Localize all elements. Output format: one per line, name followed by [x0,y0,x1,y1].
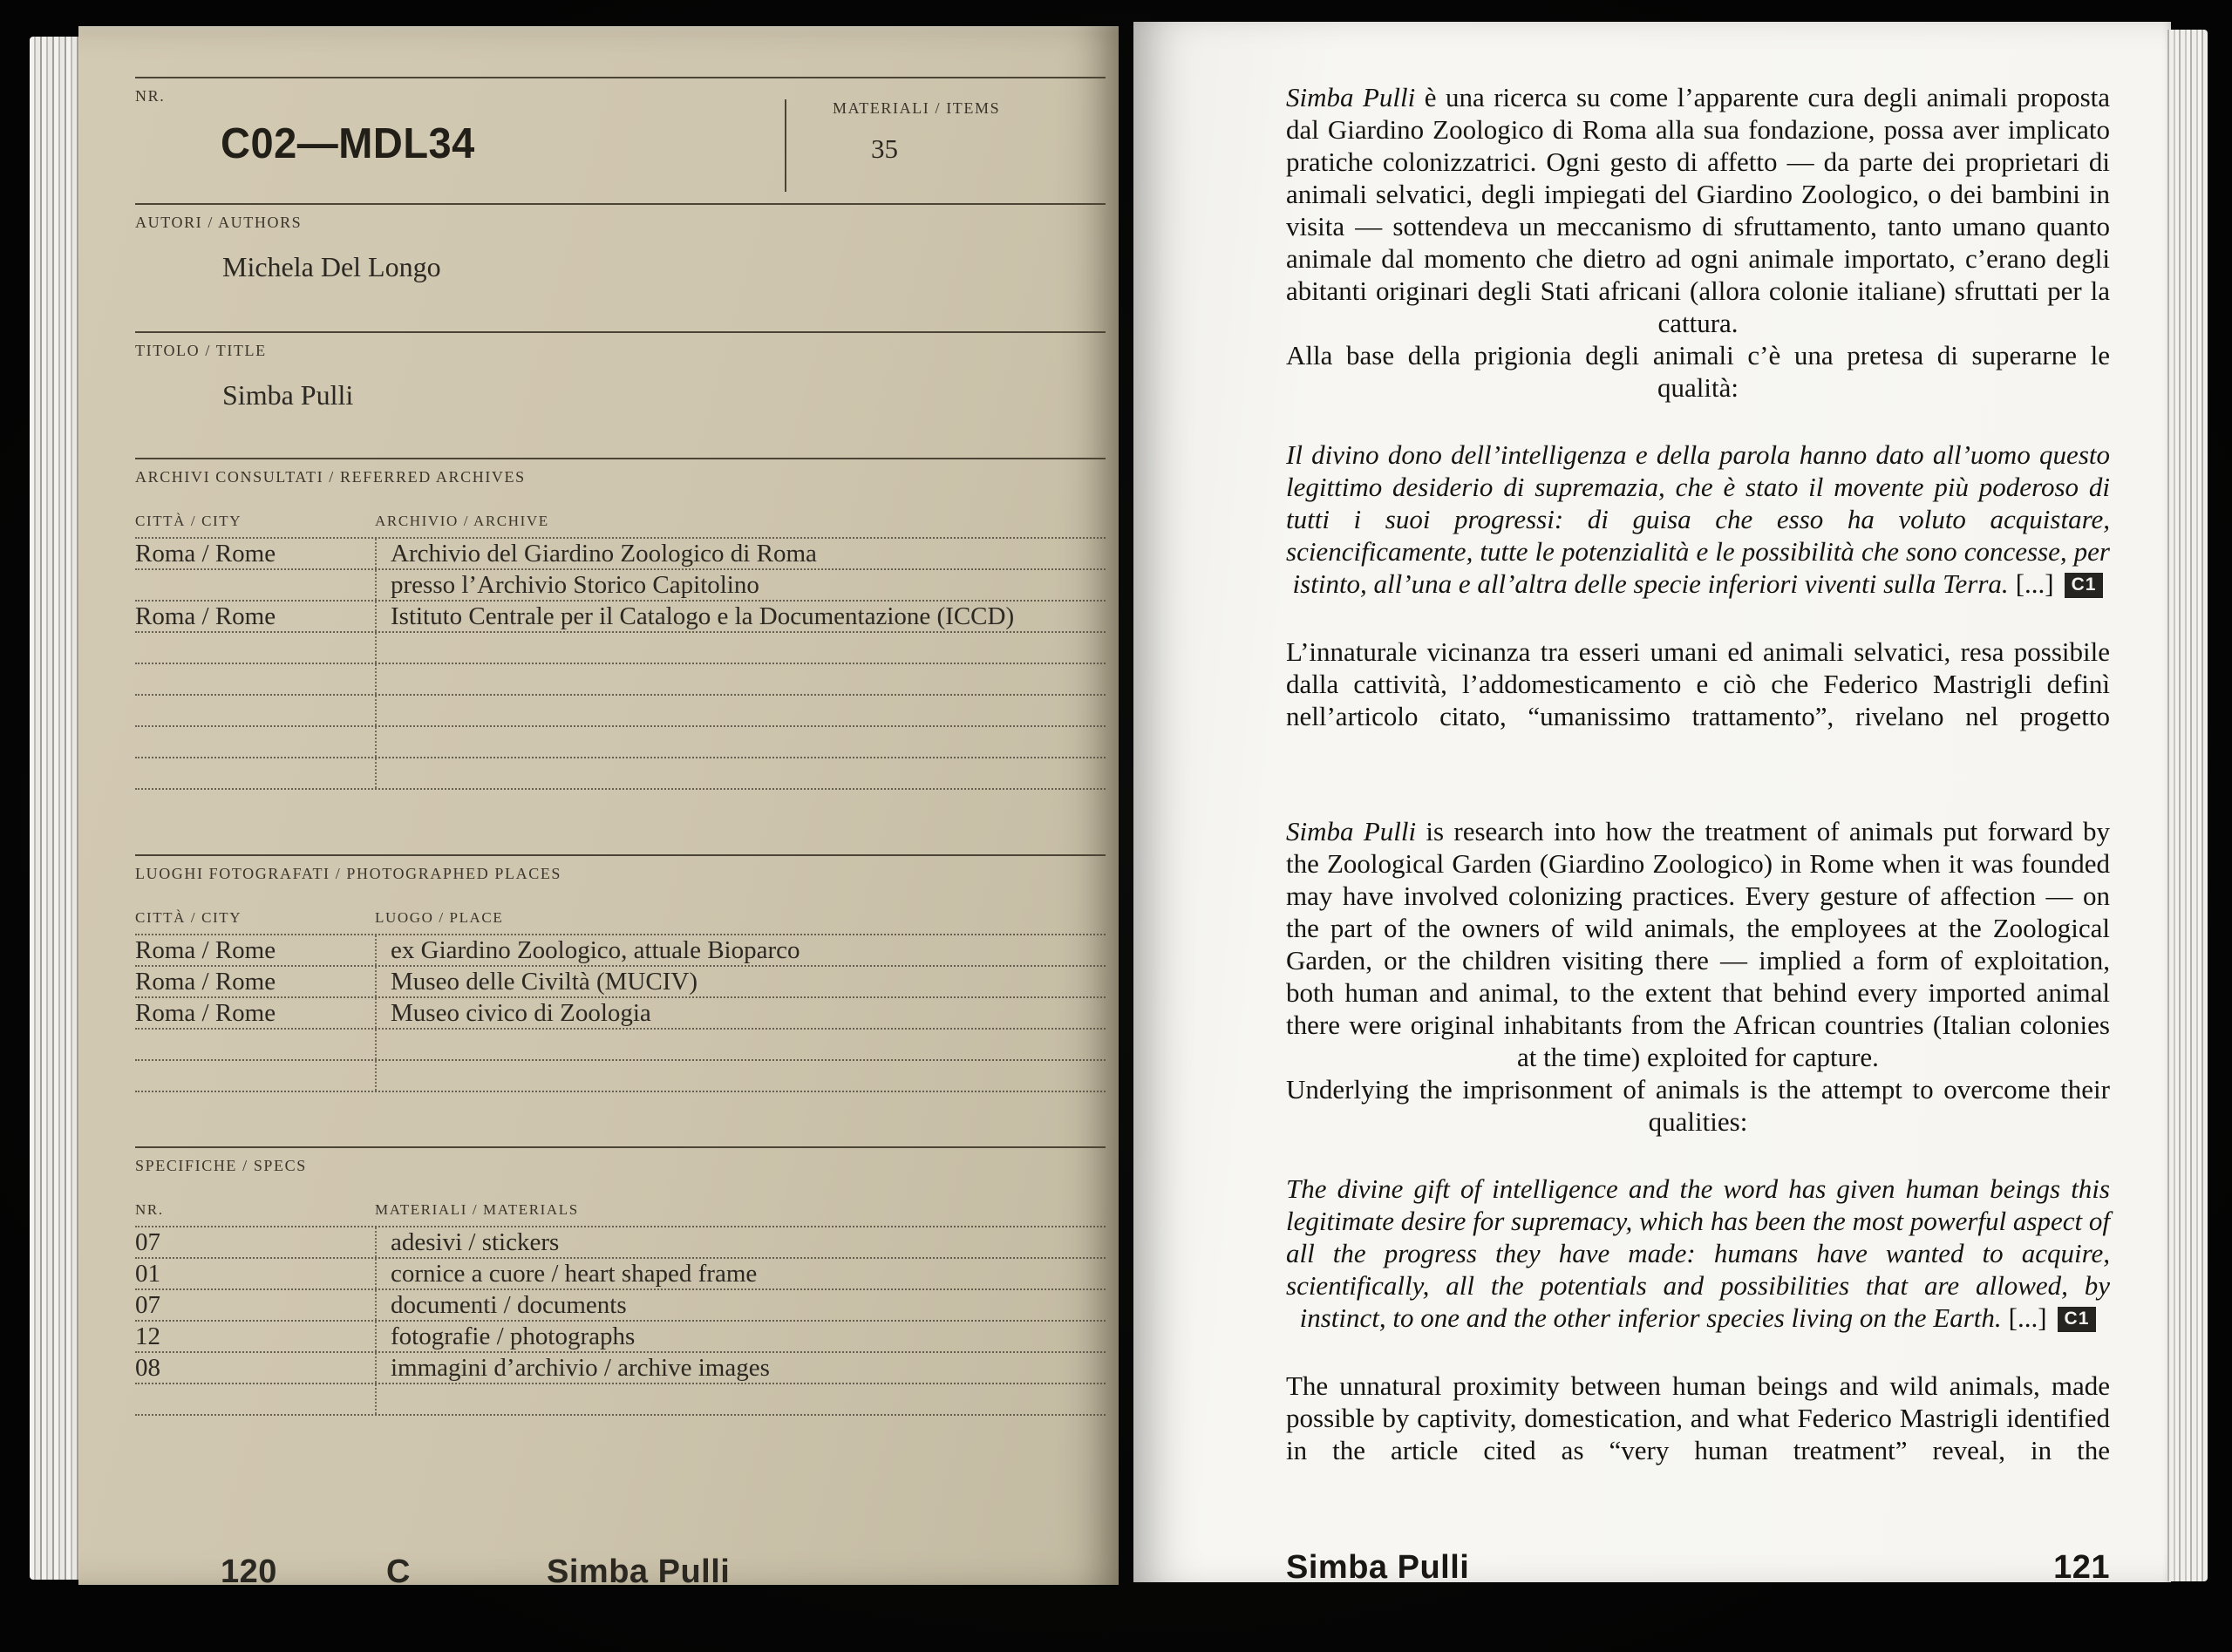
quote-text: Il divino dono dell’intelligenza e della parola hanno dato all’uomo questo legittimo desiderio di supremazia, che è stato il movente più poderoso di tutti i suoi progressi: di guisa che esso ha voluto acquistare, sciencificamente, tutte le potenzialità e le possibilità che sono concesse, per istinto, all’una e all’altra delle specie inferiori viventi sulla Terra. [1286,439,2110,599]
table-row [135,1227,1106,1259]
city-cell: Roma / Rome [135,540,276,568]
archives-table-header [135,513,1106,539]
city-cell [135,1061,375,1091]
places-table-header [135,909,1106,935]
archive-cell [375,758,1106,788]
materials-count-cell [785,99,1000,192]
ellipsis: [...] [2008,1302,2047,1333]
english-intro-paragraph [1286,815,2110,1073]
city-cell: Roma / Rome [135,602,276,630]
page-stack-right-edge [2167,30,2208,1581]
table-row [135,664,1106,696]
place-cell: Museo civico di Zoologia [375,998,1106,1028]
city-column-header: CITTÀ / CITY [135,909,242,926]
city-cell [135,664,375,694]
city-column-header: CITTÀ / CITY [135,513,242,529]
count-cell: 12 [135,1322,160,1350]
table-row [135,1290,1106,1322]
authors-section [135,203,1106,331]
citation-badge: C1 [2065,573,2104,598]
materials-count: 35 [871,133,898,164]
catalog-id-section [135,77,1106,203]
place-cell: ex Giardino Zoologico, attuale Bioparco [375,935,1106,965]
text-page [1133,22,2171,1586]
page-stack-left-edge [30,37,80,1580]
running-title: Simba Pulli [1286,1549,1470,1586]
photographed-places-label: LUOGHI FOTOGRAFATI / PHOTOGRAPHED PLACES [135,865,562,882]
title-section [135,331,1106,458]
city-cell: Roma / Rome [135,999,276,1027]
referred-archives-section [135,458,1106,854]
city-cell [135,570,375,600]
archive-cell: Archivio del Giardino Zoologico di Roma [375,539,1106,568]
catalog-id: C02—MDL34 [221,119,475,167]
italian-intro-paragraph [1286,81,2110,339]
essay-text [1286,81,2110,1466]
place-cell [375,1061,1106,1091]
table-row [135,1061,1106,1092]
material-cell: adesivi / stickers [375,1227,1106,1257]
title-label: TITOLO / TITLE [135,342,267,359]
city-cell [135,758,375,788]
materials-items-label: MATERIALI / ITEMS [833,99,1001,117]
page-number: 121 [2053,1549,2110,1586]
ellipsis: [...] [2015,568,2054,599]
table-row [135,633,1106,664]
materials-column-header: MATERIALI / MATERIALS [375,1201,579,1218]
authors-label: AUTORI / AUTHORS [135,214,303,231]
table-row [135,1353,1106,1384]
material-cell: fotografie / photographs [375,1322,1106,1351]
archive-column-header: ARCHIVIO / ARCHIVE [375,513,549,529]
paragraph-text: è una ricerca su come l’apparente cura degli animali proposta dal Giardino Zoologico di Roma alla sua fondazione, possa aver implicato pratiche colonizzatrici. Ogni gesto di affetto — da parte dei proprietari di animali selvatici, degli impiegati del Giardino Zoologico, o dei bambini in visita — sottendeva un meccanismo di sfruttamento, tanto umano quanto animale dal momento che dietro ad ogni animale importato, c’erano degli abitanti originari degli Stati africani (allora colonie italiane) sfruttati per la cattura. [1286,82,2110,338]
section-letter: C [386,1553,411,1590]
count-cell: 08 [135,1354,160,1382]
italian-continuation: L’innaturale vicinanza tra esseri umani ed animali selvatici, resa possibile dalla cattività, l’addomesticamento e ciò che Federico Mastrigli definì nell’articolo citato, “umanissimo trattamento”, rivelano nel progetto [1286,636,2110,731]
english-lead-in: Underlying the imprisonment of animals is the attempt to overcome their qualities: [1286,1074,2110,1137]
city-cell [135,727,375,757]
table-row [135,727,1106,758]
material-cell: cornice a cuore / heart shaped frame [375,1259,1106,1288]
table-row [135,935,1106,967]
city-cell: Roma / Rome [135,936,276,964]
table-row [135,1322,1106,1353]
place-cell [375,1030,1106,1059]
italian-quote [1286,438,2110,601]
work-title: Simba Pulli [222,379,354,411]
table-row [135,602,1106,633]
material-cell: immagini d’archivio / archive images [375,1353,1106,1383]
archive-cell [375,727,1106,757]
table-row [135,696,1106,727]
city-cell: Roma / Rome [135,968,276,996]
paragraph-text: is research into how the treatment of animals put forward by the Zoological Garden (Giardino Zoologico) in Rome when it was founded may have involved colonizing practices. Every gesture of affection — on the part of the owners of wild animals, the employees at the Zoological Garden, or the children visiting there — implied a form of exploitation, both human and animal, to the extent that behind every imported animal there were original inhabitants from the African countries (Italian colonies at the time) exploited for capture. [1286,816,2110,1072]
archive-cell [375,664,1106,694]
count-cell [135,1384,375,1414]
table-row [135,1384,1106,1416]
table-row [135,1259,1106,1290]
archive-cell [375,633,1106,663]
author-name: Michela Del Longo [222,251,441,282]
material-cell: documenti / documents [375,1290,1106,1320]
specs-label: SPECIFICHE / SPECS [135,1157,307,1174]
place-column-header: LUOGO / PLACE [375,909,504,926]
catalog-card [135,77,1106,1417]
running-title: Simba Pulli [547,1553,731,1590]
table-row [135,539,1106,570]
work-title-italic: Simba Pulli [1286,82,1416,112]
quote-text: The divine gift of intelligence and the word has given human beings this legitimate desire for supremacy, which has been the most powerful aspect of all the progress they have made: humans have wanted to acquire, scientifically, all the potentials and possibilities that are allowed, by instinct, to one and the other inferior species living on the Earth. [1286,1173,2110,1333]
right-page-footer [1286,1549,2110,1587]
citation-badge: C1 [2058,1307,2097,1332]
english-continuation: The unnatural proximity between human beings and wild animals, made possible by captivity, domestication, and what Federico Mastrigli identified in the article cited as “very human treatment” reveal, in the [1286,1370,2110,1465]
english-quote [1286,1173,2110,1335]
table-row [135,758,1106,790]
specs-section [135,1146,1106,1417]
archive-cell: Istituto Centrale per il Catalogo e la Documentazione (ICCD) [375,602,1106,631]
table-row [135,967,1106,998]
table-row [135,998,1106,1030]
archive-cell [375,696,1106,725]
specs-table-header [135,1201,1106,1227]
language-divider-space [1286,732,2110,815]
catalog-card-page [78,26,1119,1590]
count-cell: 07 [135,1291,160,1319]
italian-lead-in: Alla base della prigionia degli animali c’è una pretesa di superarne le qualità: [1286,340,2110,403]
nr-column-header: NR. [135,1201,164,1218]
archive-cell: presso l’Archivio Storico Capitolino [375,570,1106,600]
work-title-italic: Simba Pulli [1286,816,1417,846]
city-cell [135,696,375,725]
table-row [135,1030,1106,1061]
page-number: 120 [221,1553,277,1590]
place-cell: Museo delle Civiltà (MUCIV) [375,967,1106,996]
city-cell [135,633,375,663]
count-cell: 01 [135,1260,160,1288]
referred-archives-label: ARCHIVI CONSULTATI / REFERRED ARCHIVES [135,468,526,486]
table-row [135,570,1106,602]
photographed-places-section [135,854,1106,1146]
material-cell [375,1384,1106,1414]
left-page-footer [214,1553,1085,1597]
nr-label: NR. [135,87,166,105]
count-cell: 07 [135,1228,160,1256]
city-cell [135,1030,375,1059]
